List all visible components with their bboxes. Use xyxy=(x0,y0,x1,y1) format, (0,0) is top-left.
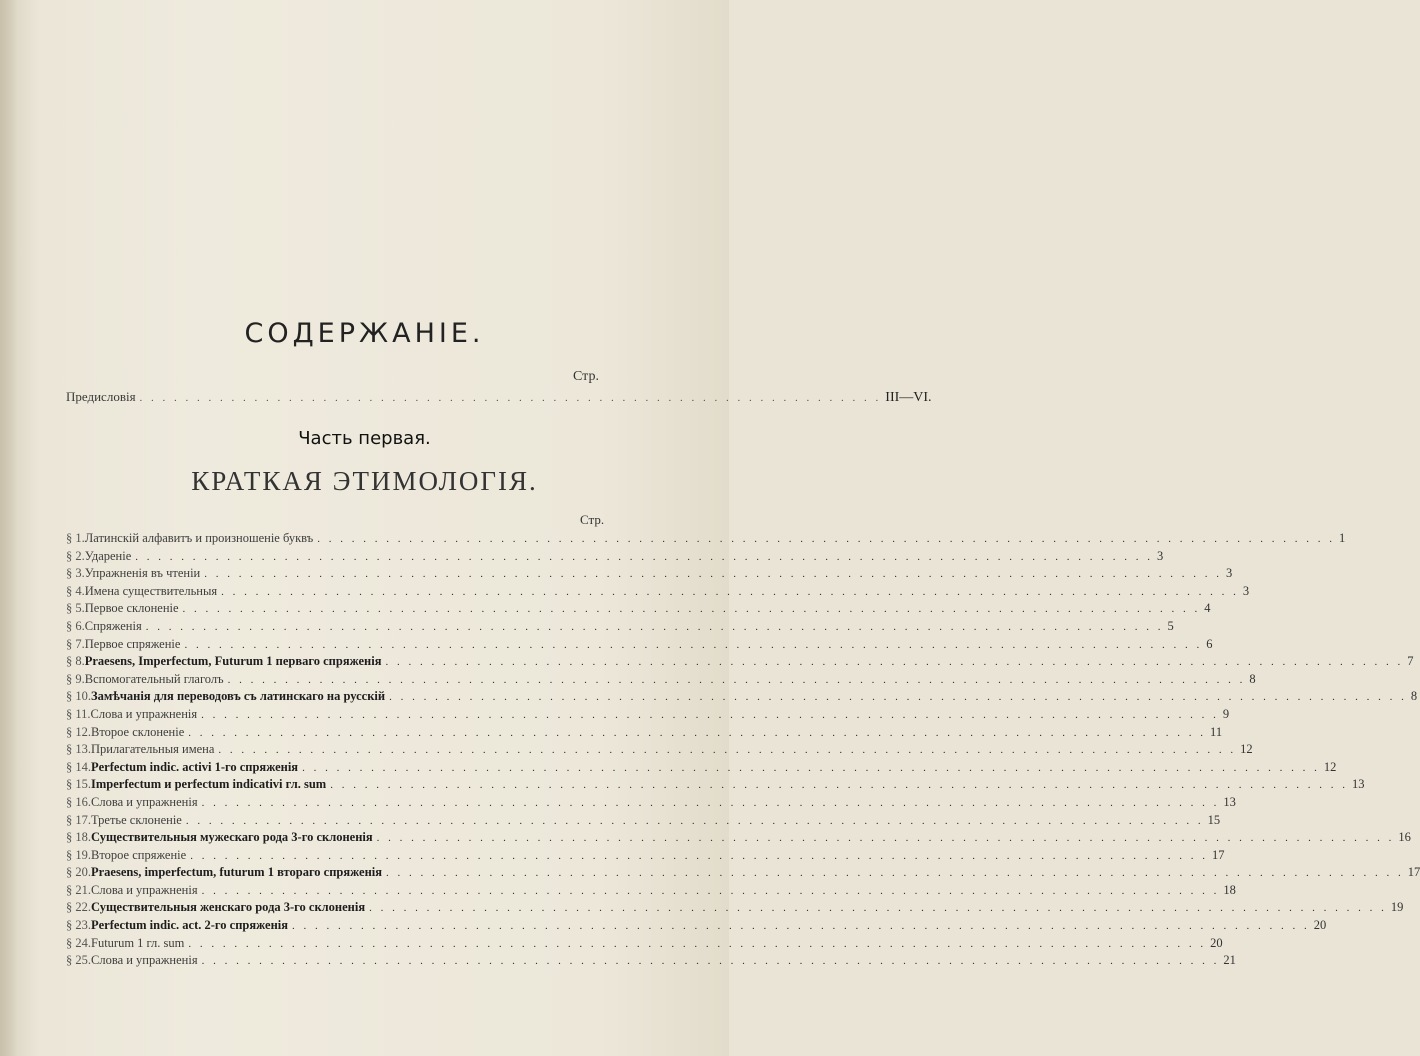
dot-leader: . . . . . . . . . . . . . . . . . . . . . . . . . . . . . . . . . . . . . . . . . . . . . . . . . . . . . . . . . . . . . . . . . . . . . . . . . . . . . . . . . . . . . . . . . xyxy=(376,832,1395,845)
toc-entry xyxy=(66,794,1236,813)
toc-entry xyxy=(66,706,1230,725)
toc-entry-title: Прилагательныя имена xyxy=(91,742,215,757)
page-title: СОДЕРЖАНІЕ. xyxy=(244,318,485,349)
dot-leader: . . . . . . . . . . . . . . . . . . . . . . . . . . . . . . . . . . . . . . . . . . . . . . . . . . . . . . . . . . . . . . . . . . . . . . . . . . . . . . . . . . . . . . . . . xyxy=(145,620,1164,633)
toc-entry-title: Второе склоненіе xyxy=(91,724,185,739)
toc-entry-number: § 18. xyxy=(66,830,91,845)
toc-entry-number: § 21. xyxy=(66,882,91,897)
toc-entry xyxy=(66,566,1233,584)
dot-leader: . . . . . . . . . . . . . . . . . . . . . . . . . . . . . . . . . . . . . . . . . . . . . . . . . . . . . . . . . . . . . . . . . . . . . . . . . . . . . . . . . . . . . . . . . xyxy=(385,656,1404,669)
toc-entry xyxy=(66,654,1414,672)
dot-leader: . . . . . . . . . . . . . . . . . . . . . . . . . . . . . . . . . . . . . . . . . . . . . . . . . . . . . . . . . . . . . . . . . . . . . . . . . . . . . . . . . . . . . . . . . xyxy=(204,568,1222,581)
toc-entry-number: § 15. xyxy=(66,777,91,792)
toc-entry-page: 13 xyxy=(1351,777,1365,792)
preface-page: III—VI. xyxy=(885,390,932,405)
dot-leader: . . . . . . . . . . . . . . . . . . . . . . . . . . . . . . . . . . . . . . . . . . . . . . . . . . . . . . . . . . . . . . . . . . . . . . . . . . . . . . . . . . . . . . . . . xyxy=(221,585,1239,598)
toc-entry-title: Замѣчанія для переводовъ съ латинскаго на русскій xyxy=(91,689,386,704)
toc-entry-page: 3 xyxy=(1242,583,1250,598)
toc-entry-title: Praesens, imperfectum, futurum 1 втораго спряженія xyxy=(91,865,383,880)
toc-entry xyxy=(66,583,1250,602)
toc-entry-page: 20 xyxy=(1210,935,1223,950)
dot-leader: . . . . . . . . . . . . . . . . . . . . . . . . . . . . . . . . . . . . . . . . . . . . . . . . . . . . . . . . . . . . . . . . . . . . . . . . . . . . . . . . . . . . . . . . . xyxy=(201,796,1220,809)
preface-entry xyxy=(66,389,932,407)
toc-entry-number: § 17. xyxy=(66,812,91,827)
toc-entry-page: 13 xyxy=(1223,794,1236,809)
table-of-contents xyxy=(66,531,1420,971)
toc-entry-title: Имена существительныя xyxy=(84,583,218,598)
dot-leader: . . . . . . . . . . . . . . . . . . . . . . . . . . . . . . . . . . . . . . . . . . . . . . . . . . . . . . . . . . . . . . . . . . . . . . . . . . . . . . . . . . . . . . . . . xyxy=(135,550,1154,563)
toc-entry-number: § 6. xyxy=(66,618,85,633)
toc-entry-number: § 16. xyxy=(66,794,91,809)
toc-entry-title: Первое склоненіе xyxy=(84,601,179,616)
toc-entry-page: 7 xyxy=(1407,654,1414,669)
toc-entry-number: § 9. xyxy=(66,671,85,686)
toc-entry xyxy=(66,742,1253,760)
toc-entry-page: 11 xyxy=(1210,724,1223,739)
toc-entry-title: Слова и упражненія xyxy=(91,794,198,809)
dot-leader: . . . . . . . . . . . . . . . . . . . . . . . . . . . . . . . . . . . . . . . . . . . . . . . . . . . . . . . . . . . . . . . . . . . . . . . . . . . . . . . . . . . . . . . . . xyxy=(190,849,1208,862)
toc-entry-page: 1 xyxy=(1338,531,1346,545)
part-heading: Часть первая. xyxy=(298,428,431,449)
toc-page-column-label: Стр. xyxy=(580,512,605,527)
toc-entry xyxy=(66,531,1346,549)
dot-leader: . . . . . . . . . . . . . . . . . . . . . . . . . . . . . . . . . . . . . . . . . . . . . . . . . . . . . . . . . . . . . . . . . . . . . . . . . . . . . . . . . . . . . . . . . xyxy=(292,920,1310,933)
dot-leader: . . . . . . . . . . . . . . . . . . . . . . . . . . . . . . . . . . . . . . . . . . . . . . . . . . . . . . . . . . . . . . . . . . . . . . . . . . . . . . . . . . . . . . . . . xyxy=(369,902,1387,915)
dot-leader: . . . . . . . . . . . . . . . . . . . . . . . . . . . . . . . . . . . . . . . . . . . . . . . . . . . . . . . . . . . . . . . . . . . . . . . . . . . . . . . . . . . . . . . . . xyxy=(201,884,1220,897)
toc-entry xyxy=(66,865,1420,883)
toc-entry-number: § 4. xyxy=(66,583,85,598)
dot-leader: . . . . . . . . . . . . . . . . . . . . . . . . . . . . . . . . . . . . . . . . . . . . . . . . . . . . . . . . . . . . . . . . . . . . . . . . . . . . . . . . . . . . . . . . . xyxy=(302,761,1320,774)
toc-entry-title: Спряженія xyxy=(84,618,142,633)
toc-entry-page: 18 xyxy=(1223,882,1236,897)
toc-entry-page: 3 xyxy=(1225,566,1233,581)
toc-entry xyxy=(66,847,1225,866)
toc-entry-number: § 13. xyxy=(66,742,91,757)
dot-leader: . . . . . . . . . . . . . . . . . . . . . . . . . . . . . . . . . . . . . . . . . . . . . . . . . . . . . . . . . . . . . . . . . . . . . . . . . . . . . . . . . . . . . . . . . xyxy=(184,638,1203,651)
dot-leader: . . . . . . . . . . . . . . . . . . . . . . . . . . . . . . . . . . . . . . . . . . . . . . . . . . . . . . . . . . . . . . . . . . . . . . . . . . . . . . . . . . . . . . . . . xyxy=(182,603,1201,616)
toc-entry-page: 8 xyxy=(1410,689,1418,704)
toc-entry xyxy=(66,548,1164,567)
toc-entry-page: 8 xyxy=(1249,671,1256,686)
toc-entry-title: Вспомогательный глаголъ xyxy=(84,671,224,686)
toc-entry-number: § 25. xyxy=(66,953,91,968)
toc-entry-number: § 22. xyxy=(66,900,91,915)
toc-entry xyxy=(66,601,1211,619)
toc-entry-title: Слова и упражненія xyxy=(91,882,198,897)
toc-entry-number: § 14. xyxy=(66,759,91,774)
dot-leader: . . . . . . . . . . . . . . . . . . . . . . . . . . . . . . . . . . . . . . . . . . . . . . . . . . . . . . . . . . . . . . . . . . . . . . . . . . . . . . . . . . . . . . . . . xyxy=(330,779,1348,792)
toc-entry xyxy=(66,759,1337,778)
toc-entry-title: Удареніе xyxy=(84,548,132,563)
toc-entry xyxy=(66,882,1236,901)
toc-entry-number: § 24. xyxy=(66,935,91,950)
dot-leader: . . . . . . . . . . . . . . . . . . . . . . . . . . . . . . . . . . . . . . . . . . . . . . . . . . . . . . . . . . . . . . . . . . . . . . . . . . . . . . . . . . . . . . . . . xyxy=(185,814,1204,827)
toc-entry xyxy=(66,671,1256,690)
toc-entry-page: 6 xyxy=(1206,636,1213,651)
toc-entry-page: 17 xyxy=(1211,847,1225,862)
toc-entry-number: § 3. xyxy=(66,566,85,581)
toc-entry-title: Упражненія въ чтеніи xyxy=(84,566,201,581)
toc-entry xyxy=(66,918,1327,936)
toc-entry-number: § 8. xyxy=(66,654,85,669)
dot-leader: . . . . . . . . . . . . . . . . . . . . . . . . . . . . . . . . . . . . . . . . . . . . . . . . . . . . . . . . . . . . . . . . . . . . . . . . . . . . . . . . . . . . . . . . . xyxy=(386,867,1404,880)
toc-entry-number: § 11. xyxy=(66,706,91,721)
toc-entry-title: Futurum 1 гл. sum xyxy=(91,935,185,950)
toc-entry-page: 20 xyxy=(1313,918,1327,933)
toc-entry xyxy=(66,689,1418,707)
toc-entry-page: 15 xyxy=(1207,812,1221,827)
toc-entry-title: Imperfectum и perfectum indicativi гл. sum xyxy=(91,777,327,792)
section-heading: КРАТКАЯ ЭТИМОЛОГІЯ. xyxy=(191,466,538,496)
toc-entry-title: Perfectum indic. activi 1-го спряженія xyxy=(91,759,299,774)
toc-entry-title: Слова и упражненія xyxy=(90,706,198,721)
toc-entry-page: 3 xyxy=(1157,548,1164,563)
toc-entry-title: Существительныя мужескаго рода 3-го склоненія xyxy=(91,830,373,845)
dot-leader: . . . . . . . . . . . . . . . . . . . . . . . . . . . . . . . . . . . . . . . . . . . . . . . . . . . . . . . . . . . . . . . . . . . . . . . . . . . . . . . . . . . . . . . . . xyxy=(227,673,1246,686)
toc-entry-page: 9 xyxy=(1222,706,1230,721)
toc-entry-title: Слова и упражненія xyxy=(91,953,198,968)
toc-entry-page: 12 xyxy=(1240,742,1253,757)
dot-leader: . . . . . . . . . . . . . . . . . . . . . . . . . . . . . . . . . . . . . . . . . . . . . . . . . . . . . . . . . . . . . . . . . . . . . . . . . . . . . . . . . . . . . . . . . xyxy=(317,533,1335,545)
toc-entry xyxy=(66,900,1404,918)
toc-entry-page: 12 xyxy=(1323,759,1337,774)
toc-entry-title: Второе спряженіе xyxy=(91,847,187,862)
dot-leader: . . . . . . . . . . . . . . . . . . . . . . . . . . . . . . . . . . . . . . . . . . . . . . . . . . . . . . . . . . . . . . . . . . . . . . . . . . . . . . . . . . . . . . . . . xyxy=(218,744,1237,757)
toc-entry-number: § 7. xyxy=(66,636,85,651)
toc-entry xyxy=(66,953,1236,971)
toc-entry-title: Первое спряженіе xyxy=(84,636,181,651)
toc-entry-number: § 19. xyxy=(66,847,91,862)
toc-entry-number: § 2. xyxy=(66,548,85,563)
toc-entry xyxy=(66,618,1174,637)
toc-entry-title: Третье склоненіе xyxy=(91,812,182,827)
toc-entry-number: § 10. xyxy=(66,689,91,704)
toc-entry-number: § 1. xyxy=(66,531,85,545)
dot-leader: . . . . . . . . . . . . . . . . . . . . . . . . . . . . . . . . . . . . . . . . . . . . . . . . . . . . . . . . . . . . . . . . . . . . . . . . . . . . . . . . . . . . . . . . . xyxy=(389,691,1407,704)
toc-entry-page: 17 xyxy=(1407,865,1420,880)
preface-label: Предисловія xyxy=(66,389,136,404)
toc-entry-number: § 20. xyxy=(66,865,91,880)
toc-entry xyxy=(66,724,1223,743)
toc-entry-title: Perfectum indic. act. 2-го спряженія xyxy=(91,918,289,933)
toc-entry-page: 19 xyxy=(1390,900,1404,915)
spine-shadow xyxy=(0,0,18,1056)
toc-entry xyxy=(66,777,1365,795)
toc-entry-title: Praesens, Imperfectum, Futurum 1 перваго спряженія xyxy=(84,654,382,669)
toc-entry-number: § 23. xyxy=(66,918,91,933)
dot-leader: . . . . . . . . . . . . . . . . . . . . . . . . . . . . . . . . . . . . . . . . . . . . . . . . . . . . . . . . . . . . . . . . . . . . . . . . . . . . . . . . . . . . . . . . . xyxy=(188,937,1207,950)
toc-entry-page: 4 xyxy=(1204,601,1211,616)
toc-entry-page: 5 xyxy=(1167,618,1174,633)
toc-entry xyxy=(66,830,1411,848)
toc-entry-page: 21 xyxy=(1223,953,1236,968)
toc-entry-title: Латинскій алфавитъ и произношеніе буквъ xyxy=(84,531,314,545)
preface-page-column-label: Стр. xyxy=(573,369,599,384)
toc-entry-number: § 5. xyxy=(66,601,85,616)
dot-leader: . . . . . . . . . . . . . . . . . . . . . . . . . . . . . . . . . . . . . . . . . . . . . . . . . . . . . . . . . . . . . . . . . . . . . . . . . . . . . . . . . . . . . . . . . xyxy=(201,708,1219,721)
toc-entry-page: 16 xyxy=(1398,830,1411,845)
dot-leader: . . . . . . . . . . . . . . . . . . . . . . . . . . . . . . . . . . . . . . . . . . . . . . . . . . . . . . . . . . . . . . . . . . . . . . . . . . . . . . . . . . . . . . . . . xyxy=(188,726,1207,739)
toc-entry-number: § 12. xyxy=(66,724,91,739)
toc-entry xyxy=(66,935,1223,954)
toc-entry xyxy=(66,812,1221,831)
dot-leader: . . . . . . . . . . . . . . . . . . . . . . . . . . . . . . . . . . . . . . . . . . . . . . . . . . . . . . . . . . . . . . . . . . . . . . . . . . . . . . . . . . . . . . . . . xyxy=(201,955,1220,968)
dot-leader: . . . . . . . . . . . . . . . . . . . . . . . . . . . . . . . . . . . . . . . . . . . . . . . . . . . . . . . . . . . . . . . . . xyxy=(139,392,882,404)
toc-entry xyxy=(66,636,1213,655)
toc-entry-title: Существительныя женскаго рода 3-го склоненія xyxy=(91,900,366,915)
